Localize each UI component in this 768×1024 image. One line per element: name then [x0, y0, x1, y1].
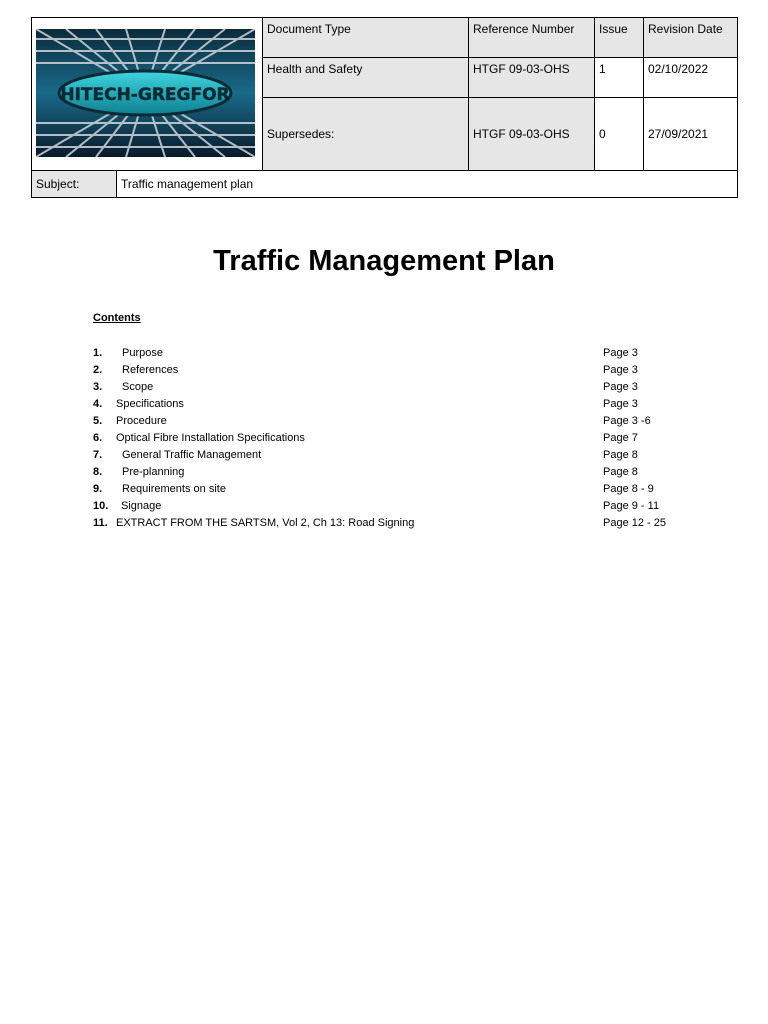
subject-table — [31, 170, 738, 198]
toc-item-requirements — [93, 481, 713, 498]
document-title: Traffic Management Plan — [213, 245, 555, 277]
toc-number: 6. — [93, 432, 103, 444]
company-logo — [36, 29, 255, 157]
toc-number: 11. — [93, 517, 108, 529]
toc-item-purpose — [93, 345, 713, 362]
toc-title: Requirements on site — [122, 483, 226, 495]
toc-page: Page 3 -6 — [603, 415, 651, 427]
toc-item-general-traffic — [93, 447, 713, 464]
toc-page: Page 3 — [603, 381, 638, 393]
col-document-type: Document Type — [263, 18, 469, 58]
toc-item-sartsm-extract — [93, 515, 713, 532]
supersedes-revision-date: 27/09/2021 — [644, 98, 738, 171]
col-reference-number: Reference Number — [469, 18, 595, 58]
contents-heading: Contents — [93, 312, 141, 324]
toc-item-references — [93, 362, 713, 379]
toc-item-specifications — [93, 396, 713, 413]
toc-item-optical-fibre — [93, 430, 713, 447]
toc-page: Page 9 - 11 — [603, 500, 660, 512]
supersedes-label: Supersedes: — [263, 98, 469, 171]
subject-label: Subject: — [32, 171, 117, 198]
toc-title: Signage — [121, 500, 162, 512]
toc-page: Page 3 — [603, 398, 638, 410]
toc-title: Scope — [122, 381, 154, 393]
toc-item-scope — [93, 379, 713, 396]
logo-cell — [32, 18, 263, 171]
toc-title: Optical Fibre Installation Specifications — [116, 432, 305, 444]
toc-number: 4. — [93, 398, 103, 410]
toc-page: Page 8 — [603, 466, 638, 478]
supersedes-issue: 0 — [595, 98, 644, 171]
toc-item-signage — [93, 498, 713, 515]
toc-item-procedure — [93, 413, 713, 430]
toc-title: Purpose — [122, 347, 163, 359]
reference-number-value: HTGF 09-03-OHS — [469, 58, 595, 98]
table-of-contents — [93, 345, 713, 532]
toc-page: Page 12 - 25 — [603, 517, 666, 529]
toc-item-pre-planning — [93, 464, 713, 481]
supersedes-reference-number: HTGF 09-03-OHS — [469, 98, 595, 171]
toc-number: 2. — [93, 364, 103, 376]
toc-number: 5. — [93, 415, 103, 427]
toc-page: Page 8 — [603, 449, 638, 461]
toc-title: Pre-planning — [122, 466, 185, 478]
subject-value: Traffic management plan — [117, 171, 738, 198]
toc-page: Page 3 — [603, 347, 638, 359]
toc-number: 1. — [93, 347, 103, 359]
col-issue: Issue — [595, 18, 644, 58]
document-header-table — [31, 17, 738, 171]
toc-title: EXTRACT FROM THE SARTSM, Vol 2, Ch 13: Road Signing — [116, 517, 415, 529]
revision-date-value: 02/10/2022 — [644, 58, 738, 98]
toc-title: References — [122, 364, 179, 376]
issue-value: 1 — [595, 58, 644, 98]
toc-page: Page 7 — [603, 432, 638, 444]
toc-title: Specifications — [116, 398, 184, 410]
toc-number: 7. — [93, 449, 103, 461]
toc-number: 8. — [93, 466, 103, 478]
toc-page: Page 3 — [603, 364, 638, 376]
toc-number: 10. — [93, 500, 109, 512]
document-type-value: Health and Safety — [263, 58, 469, 98]
toc-number: 3. — [93, 381, 103, 393]
toc-title: General Traffic Management — [122, 449, 262, 461]
toc-title: Procedure — [116, 415, 167, 427]
toc-page: Page 8 - 9 — [603, 483, 654, 495]
col-revision-date: Revision Date — [644, 18, 738, 58]
toc-number: 9. — [93, 483, 103, 495]
logo-text: HITECH-GREGFOR — [60, 84, 230, 105]
